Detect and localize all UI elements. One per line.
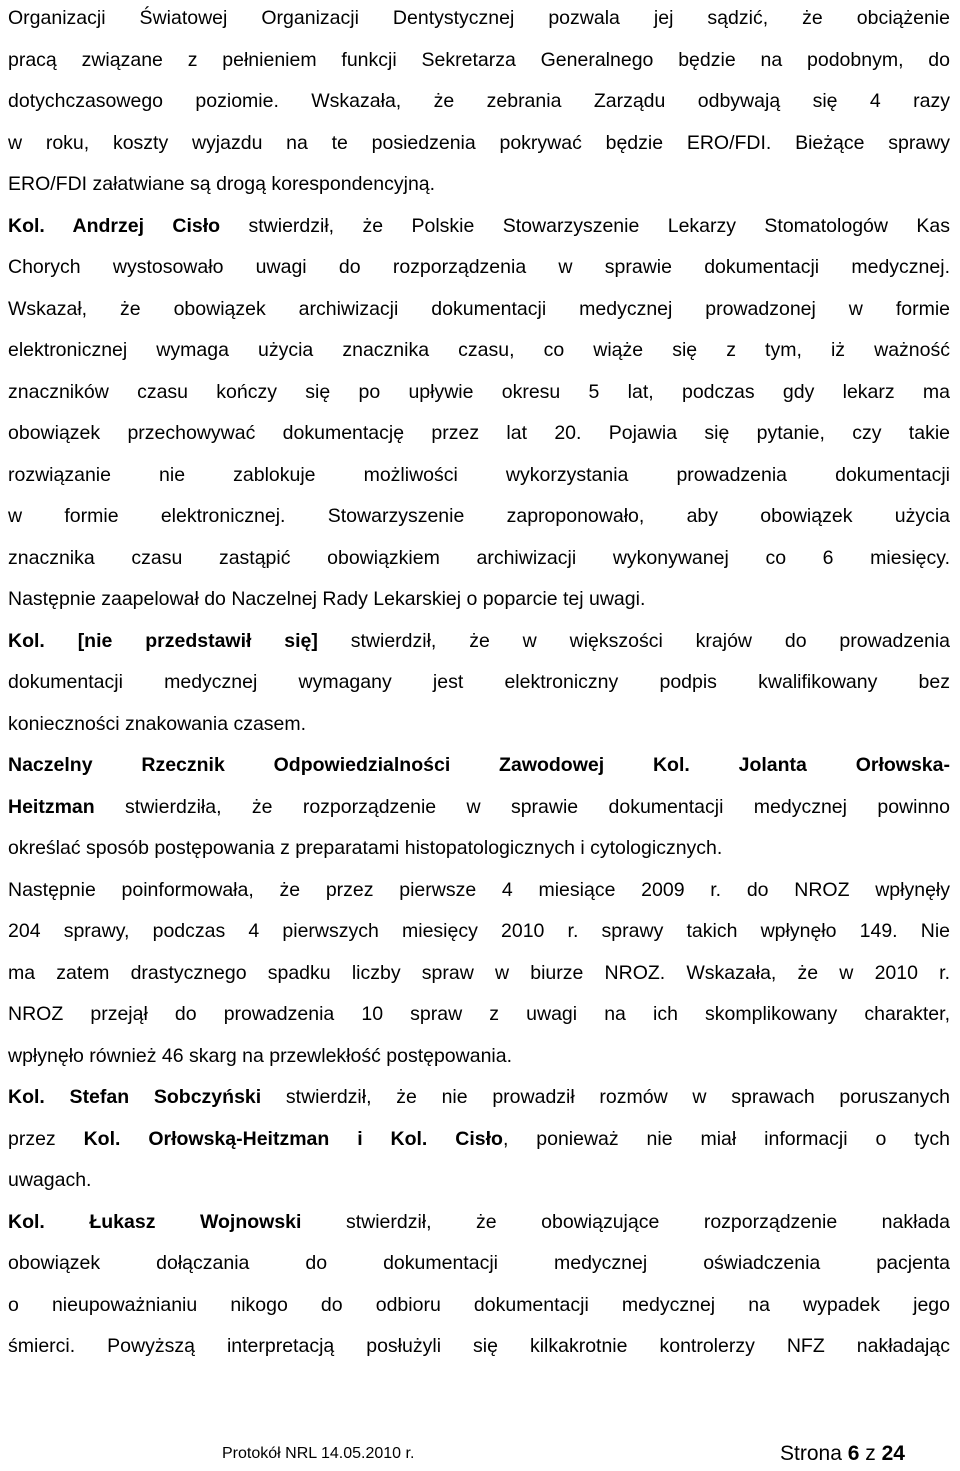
text-run: znacznika czasu zastąpić obowiązkiem archiwizacji wykonywanej co 6 miesięcy. <box>8 547 950 569</box>
person-mention: Kol. Orłowską-Heitzman i Kol. Cisło <box>83 1128 503 1150</box>
text-run: stwierdził, że w większości krajów do prowadzenia <box>317 630 950 652</box>
body-line-33 <box>8 1331 950 1361</box>
body-line-25 <box>8 999 950 1029</box>
text-run: stwierdził, że Polskie Stowarzyszenie Lekarzy Stomatologów Kas <box>220 215 950 237</box>
speaker-name: Kol. Andrzej Cisło <box>8 215 221 237</box>
text-run: uwagach. <box>8 1169 92 1191</box>
body-line-4 <box>8 128 950 158</box>
body-line-2 <box>8 45 950 75</box>
text-run: pracą związane z pełnieniem funkcji Sekretarza Generalnego będzie na podobnym, do <box>8 49 950 71</box>
body-line-17 <box>8 667 950 697</box>
body-line-13 <box>8 501 950 531</box>
body-line-14 <box>8 543 950 573</box>
body-line-21 <box>8 833 950 863</box>
text-run: określać sposób postępowania z preparatami histopatologicznych i cytologicznych. <box>8 837 723 859</box>
body-line-30 <box>8 1207 950 1237</box>
body-line-15 <box>8 584 950 614</box>
speaker-name: Kol. Stefan Sobczyński <box>8 1086 262 1108</box>
page-number: 6 <box>847 1442 860 1465</box>
body-line-11 <box>8 418 950 448</box>
body-line-8 <box>8 294 950 324</box>
text-run: konieczności znakowania czasem. <box>8 713 307 735</box>
body-line-20 <box>8 792 950 822</box>
body-line-7 <box>8 252 950 282</box>
text-run: NROZ przejął do prowadzenia 10 spraw z uwagi na ich skomplikowany charakter, <box>8 1003 950 1025</box>
text-run: śmierci. Powyższą interpretacją posłużyli się kilkakrotnie kontrolerzy NFZ nakładając <box>8 1335 950 1357</box>
body-line-6 <box>8 211 950 241</box>
text-run: obowiązek dołączania do dokumentacji medycznej oświadczenia pacjenta <box>8 1252 950 1274</box>
body-line-23 <box>8 916 950 946</box>
text-run: Organizacji Światowej Organizacji Dentystycznej pozwala jej sądzić, że obciążenie <box>8 7 950 29</box>
body-line-12 <box>8 460 950 490</box>
of-word: z <box>865 1442 876 1465</box>
text-run: wpłynęło również 46 skarg na przewlekłość postępowania. <box>8 1045 513 1067</box>
body-line-31 <box>8 1248 950 1278</box>
text-run: o nieupoważnianiu nikogo do odbioru dokumentacji medycznej na wypadek jego <box>8 1294 950 1316</box>
text-run: w roku, koszty wyjazdu na te posiedzenia pokrywać będzie ERO/FDI. Bieżące sprawy <box>8 132 950 154</box>
body-line-16 <box>8 626 950 656</box>
footer-page-indicator <box>780 1440 905 1468</box>
body-line-19 <box>8 750 950 780</box>
body-line-5 <box>8 169 950 199</box>
text-run: stwierdził, że nie prowadził rozmów w sprawach poruszanych <box>261 1086 950 1108</box>
text-run: Następnie zaapelował do Naczelnej Rady Lekarskiej o poparcie tej uwagi. <box>8 588 646 610</box>
text-run: znaczników czasu kończy się po upływie okresu 5 lat, podczas gdy lekarz ma <box>8 381 950 403</box>
text-run: Chorych wystosowało uwagi do rozporządzenia w sprawie dokumentacji medycznej. <box>8 256 950 278</box>
text-run: ERO/FDI załatwiane są drogą korespondencyjną. <box>8 173 436 195</box>
text-run: dotychczasowego poziomie. Wskazała, że zebrania Zarządu odbywają się 4 razy <box>8 90 950 112</box>
text-run: przez <box>8 1128 84 1150</box>
speaker-name: Heitzman <box>8 796 95 818</box>
text-run: stwierdził, że obowiązujące rozporządzenie nakłada <box>301 1211 950 1233</box>
body-line-9 <box>8 335 950 365</box>
text-run: elektronicznej wymaga użycia znacznika czasu, co wiąże się z tym, iż ważność <box>8 339 950 361</box>
speaker-name: Naczelny Rzecznik Odpowiedzialności Zawodowej Kol. Jolanta Orłowska- <box>8 754 950 776</box>
text-run: w formie elektronicznej. Stowarzyszenie zaproponowało, aby obowiązek użycia <box>8 505 950 527</box>
text-run: ma zatem drastycznego spadku liczby spraw w biurze NROZ. Wskazała, że w 2010 r. <box>8 962 950 984</box>
speaker-name: Kol. [nie przedstawił się] <box>8 630 318 652</box>
speaker-name: Kol. Łukasz Wojnowski <box>8 1211 302 1233</box>
body-line-1 <box>8 3 950 33</box>
body-line-26 <box>8 1041 950 1071</box>
body-line-27 <box>8 1082 950 1112</box>
body-line-3 <box>8 86 950 116</box>
body-line-10 <box>8 377 950 407</box>
footer-protocol-text: Protokół NRL 14.05.2010 r. <box>222 1445 415 1462</box>
text-run: Następnie poinformowała, że przez pierwsze 4 miesiące 2009 r. do NROZ wpłynęły <box>8 879 950 901</box>
text-run: dokumentacji medycznej wymagany jest elektroniczny podpis kwalifikowany bez <box>8 671 950 693</box>
text-run: rozwiązanie nie zablokuje możliwości wykorzystania prowadzenia dokumentacji <box>8 464 950 486</box>
body-line-18 <box>8 709 950 739</box>
text-run: stwierdziła, że rozporządzenie w sprawie dokumentacji medycznej powinno <box>94 796 950 818</box>
footer-protocol <box>222 1440 414 1468</box>
page-word: Strona <box>780 1442 842 1465</box>
total-pages: 24 <box>881 1442 905 1465</box>
body-line-28 <box>8 1124 950 1154</box>
body-line-29 <box>8 1165 950 1195</box>
text-run: 204 sprawy, podczas 4 pierwszych miesięcy 2010 r. sprawy takich wpłynęło 149. Nie <box>8 920 950 942</box>
text-run: , ponieważ nie miał informacji o tych <box>502 1128 950 1150</box>
body-line-22 <box>8 875 950 905</box>
text-run: obowiązek przechowywać dokumentację przez lat 20. Pojawia się pytanie, czy takie <box>8 422 950 444</box>
body-line-32 <box>8 1290 950 1320</box>
body-line-24 <box>8 958 950 988</box>
text-run: Wskazał, że obowiązek archiwizacji dokumentacji medycznej prowadzonej w formie <box>8 298 950 320</box>
